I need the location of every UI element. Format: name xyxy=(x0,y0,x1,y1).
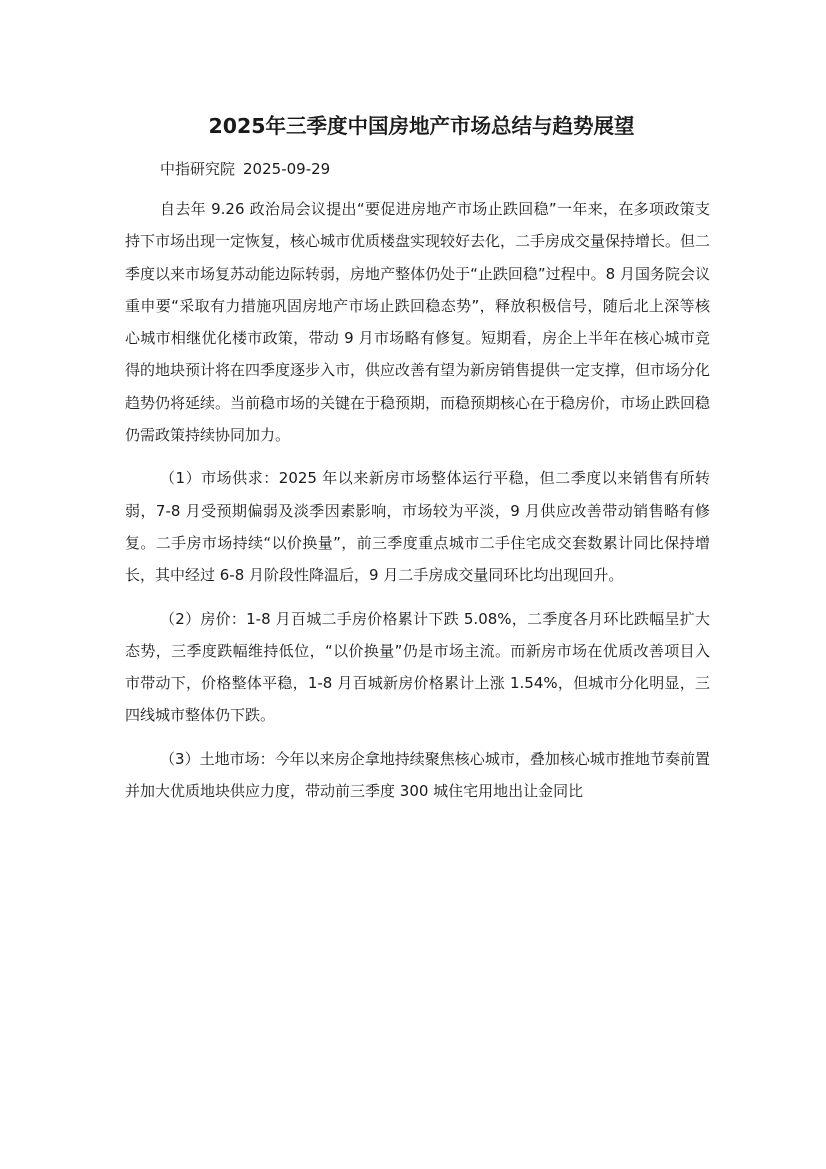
byline-source: 中指研究院 xyxy=(160,160,236,178)
paragraph-housing-prices: （2）房价：1-8 月百城二手房价格累计下跌 5.08%，二季度各月环比跌幅呈扩大态势，三季度跌幅维持低位，“以价换量”仍是市场主流。而新房市场在优质改善项目入市带动下，价格整体平稳，1-8 月百城新房价格累计上涨 1.54%，但城市分化明显，三四线城市整体仍下跌。 xyxy=(125,609,710,725)
paragraph-market-supply-demand: （1）市场供求：2025 年以来新房市场整体运行平稳，但二季度以来销售有所转弱，7-8 月受预期偏弱及淡季因素影响，市场较为平淡，9 月供应改善带动销售略有修复。二手房市场持续“以价换量”，前三季度重点城市二手住宅成交套数累计同比保持增长，其中经过 6-8 月阶段性降温后，9 月二手房成交量同环比均出现回升。 xyxy=(125,469,710,585)
byline xyxy=(125,157,710,181)
paragraph-intro: 自去年 9.26 政治局会议提出“要促进房地产市场止跌回稳”一年来，在多项政策支持下市场出现一定恢复，核心城市优质楼盘实现较好去化，二手房成交量保持增长。但二季度以来市场复苏动能边际转弱，房地产整体仍处于“止跌回稳”过程中。8 月国务院会议重申要“采取有力措施巩固房地产市场止跌回稳态势”，释放积极信号，随后北上深等核心城市相继优化楼市政策，带动 9 月市场略有修复。短期看，房企上半年在核心城市竞得的地块预计将在四季度逐步入市，供应改善有望为新房销售提供一定支撑，但市场分化趋势仍将延续。当前稳市场的关键在于稳预期，而稳预期核心在于稳房价，市场止跌回稳仍需政策持续协同加力。 xyxy=(125,200,711,445)
document-title: 2025年三季度中国房地产市场总结与趋势展望 xyxy=(208,114,635,138)
paragraph-land-market: （3）土地市场：今年以来房企拿地持续聚焦核心城市，叠加核心城市推地节奏前置并加大优质地块供应力度，带动前三季度 300 城住宅用地出让金同比 xyxy=(125,749,710,801)
byline-date: 2025-09-29 xyxy=(243,160,331,178)
